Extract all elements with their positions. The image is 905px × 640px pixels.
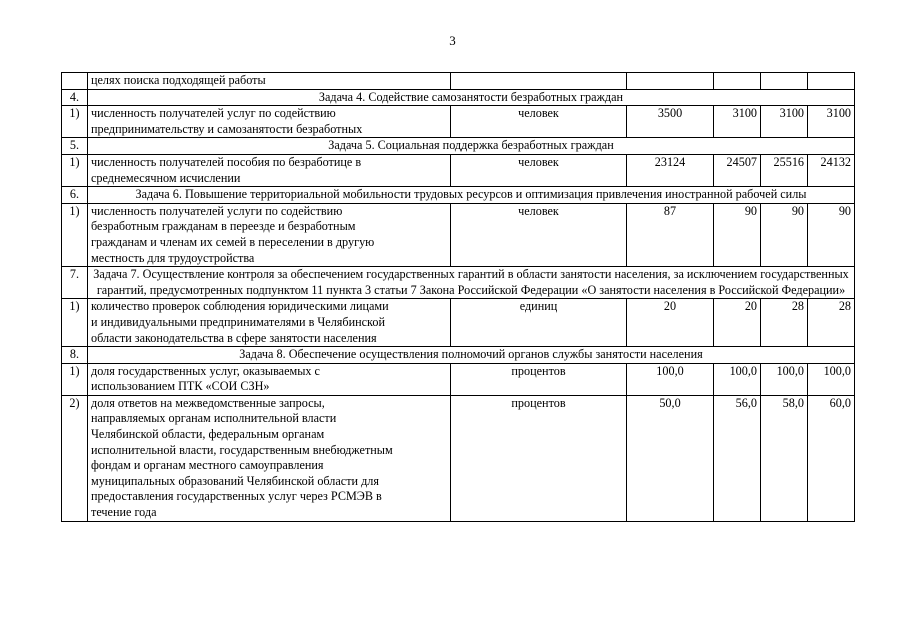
table-row	[62, 203, 855, 266]
unit-cell	[451, 73, 627, 90]
indicator-text: количество проверок соблюдения юридическими лицами и индивидуальными предпринимателями в Челябинской области законодательства в сфере занятости населения	[88, 299, 451, 347]
task-title: Задача 8. Обеспечение осуществления полномочий органов службы занятости населения	[88, 347, 855, 364]
value-cell: 90	[761, 203, 808, 266]
row-number: 1)	[62, 154, 88, 186]
value-cell: 28	[808, 299, 855, 347]
indicators-table	[61, 72, 855, 522]
task-title: Задача 7. Осуществление контроля за обеспечением государственных гарантий в области занятости населения, за исключением государственных гарантий, предусмотренных подпунктом 11 пункта 3 статьи 7 Закона Российской Федерации «О занятости населения в Российской Федерации»	[88, 267, 855, 299]
indicator-text: численность получателей услуги по содействию безработным гражданам в переезде и безработным гражданам и членам их семей в переселении в другую местность для трудоустройства	[88, 203, 451, 266]
task-row	[62, 347, 855, 364]
row-number: 1)	[62, 299, 88, 347]
task-number: 7.	[62, 267, 88, 299]
value-cell: 25516	[761, 154, 808, 186]
value-cell: 3100	[808, 106, 855, 138]
task-row	[62, 267, 855, 299]
value-cell: 100,0	[761, 363, 808, 395]
task-row	[62, 187, 855, 204]
row-number-cell	[62, 73, 88, 90]
value-cell: 28	[761, 299, 808, 347]
value-cell: 24507	[714, 154, 761, 186]
unit-cell: процентов	[451, 395, 627, 521]
value-cell: 20	[714, 299, 761, 347]
unit-cell: человек	[451, 154, 627, 186]
unit-cell: человек	[451, 203, 627, 266]
value-cell	[808, 73, 855, 90]
table-row	[62, 73, 855, 90]
table-row	[62, 106, 855, 138]
task-number: 4.	[62, 89, 88, 106]
task-row	[62, 89, 855, 106]
value-cell	[627, 73, 714, 90]
value-cell: 60,0	[808, 395, 855, 521]
row-number: 2)	[62, 395, 88, 521]
task-number: 6.	[62, 187, 88, 204]
indicator-text: целях поиска подходящей работы	[88, 73, 451, 90]
task-number: 8.	[62, 347, 88, 364]
unit-cell: человек	[451, 106, 627, 138]
row-number: 1)	[62, 363, 88, 395]
value-cell	[761, 73, 808, 90]
task-title: Задача 5. Социальная поддержка безработных граждан	[88, 138, 855, 155]
value-cell: 3500	[627, 106, 714, 138]
indicator-text: численность получателей услуг по содействию предпринимательству и самозанятости безработных	[88, 106, 451, 138]
value-cell: 23124	[627, 154, 714, 186]
value-cell: 90	[714, 203, 761, 266]
value-cell: 56,0	[714, 395, 761, 521]
row-number: 1)	[62, 203, 88, 266]
value-cell: 20	[627, 299, 714, 347]
task-title: Задача 4. Содействие самозанятости безработных граждан	[88, 89, 855, 106]
value-cell: 100,0	[714, 363, 761, 395]
table-row	[62, 395, 855, 521]
value-cell: 100,0	[808, 363, 855, 395]
unit-cell: процентов	[451, 363, 627, 395]
task-title: Задача 6. Повышение территориальной мобильности трудовых ресурсов и оптимизация привлечения иностранной рабочей силы	[88, 187, 855, 204]
table-row	[62, 363, 855, 395]
value-cell: 58,0	[761, 395, 808, 521]
indicator-text: доля государственных услуг, оказываемых с использованием ПТК «СОИ СЗН»	[88, 363, 451, 395]
task-number: 5.	[62, 138, 88, 155]
value-cell: 3100	[761, 106, 808, 138]
page-number: 3	[449, 33, 456, 48]
value-cell	[714, 73, 761, 90]
value-cell: 24132	[808, 154, 855, 186]
value-cell: 87	[627, 203, 714, 266]
table-row	[62, 299, 855, 347]
unit-cell: единиц	[451, 299, 627, 347]
value-cell: 90	[808, 203, 855, 266]
row-number: 1)	[62, 106, 88, 138]
indicator-text: численность получателей пособия по безработице в среднемесячном исчислении	[88, 154, 451, 186]
task-row	[62, 138, 855, 155]
table-row	[62, 154, 855, 186]
indicator-text: доля ответов на межведомственные запросы, направляемых органам исполнительной власти Челябинской области, федеральным органам исполнительной власти, государственным внебюджетным фондам и органам местного самоуправления муниципальных образований Челябинской области для предоставления государственных услуг через РСМЭВ в течение года	[88, 395, 451, 521]
value-cell: 3100	[714, 106, 761, 138]
value-cell: 100,0	[627, 363, 714, 395]
value-cell: 50,0	[627, 395, 714, 521]
